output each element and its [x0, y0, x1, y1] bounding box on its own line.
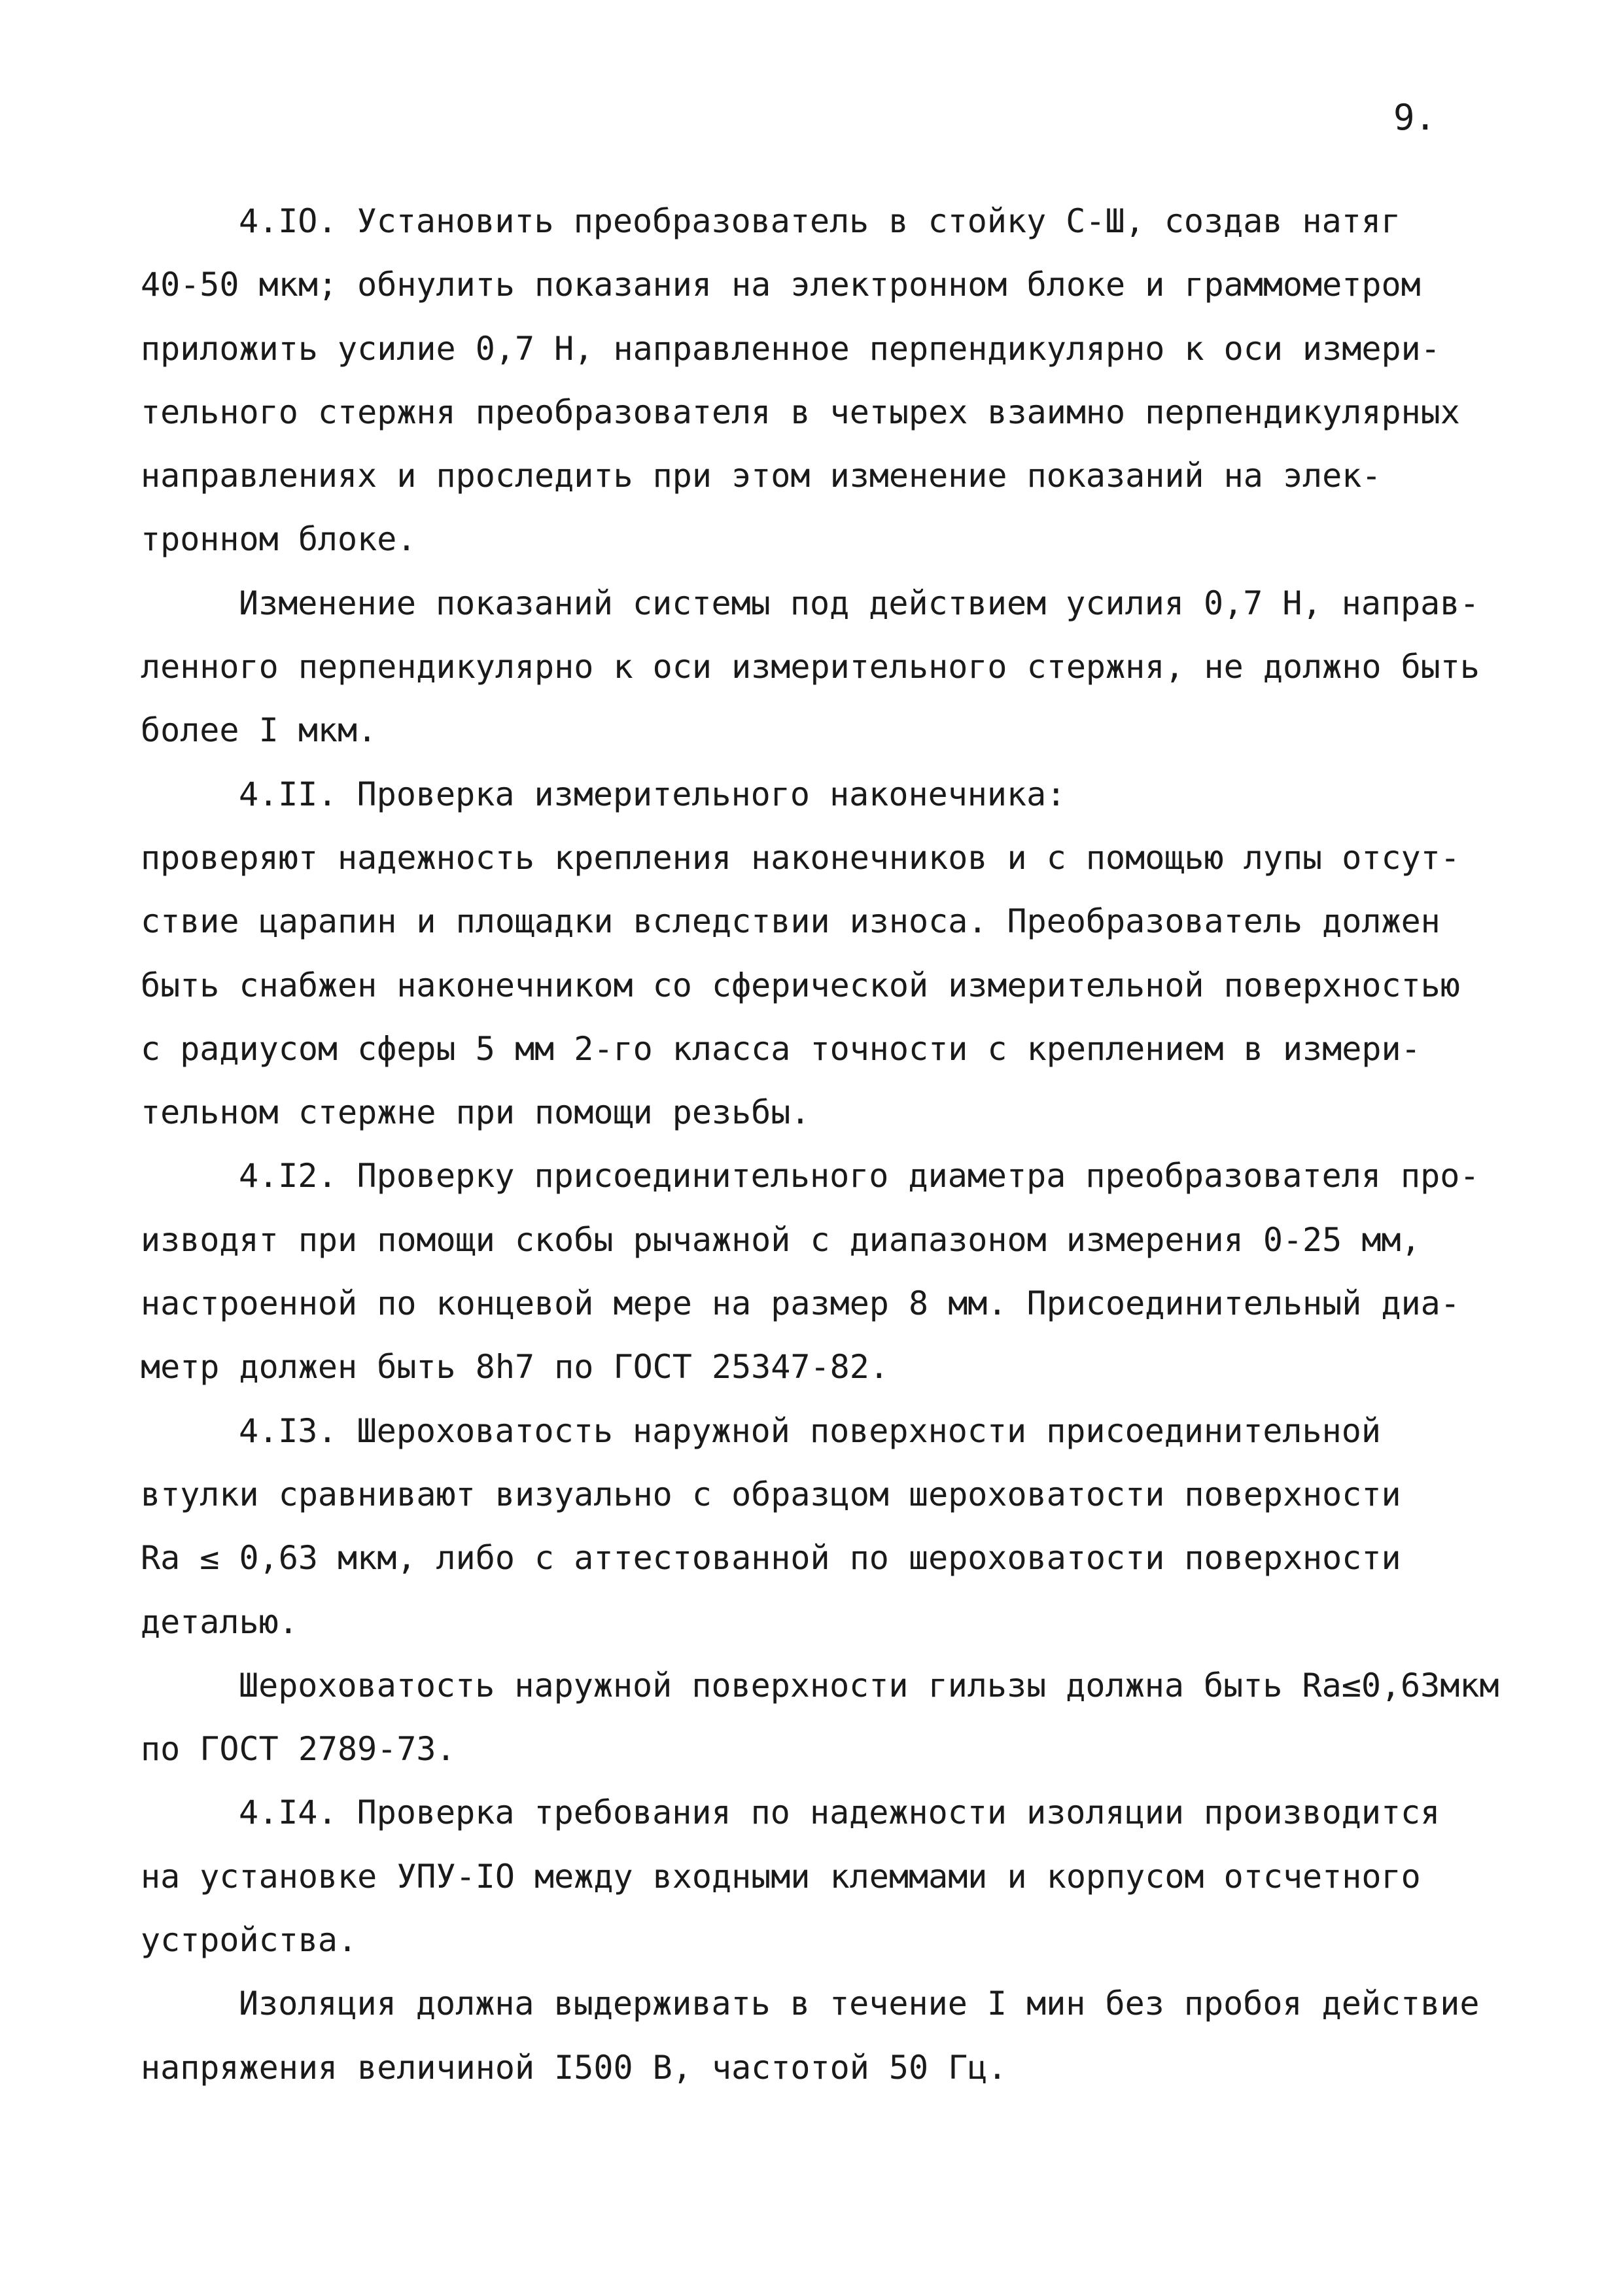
text-line: 4.I2. Проверку присоединительного диаметра преобразователя про- — [239, 1157, 1480, 1195]
text-line: метр должен быть 8h7 по ГОСТ 25347-82. — [141, 1348, 889, 1386]
text-line: 4.IO. Установить преобразователь в стойку С-Ш, создав натяг — [239, 202, 1401, 240]
text-line: ленного перпендикулярно к оси измерительного стержня, не должно быть — [141, 648, 1480, 686]
text-line: деталью. — [141, 1602, 298, 1641]
text-line: напряжения величиной I500 В, частотой 50 Гц. — [141, 2048, 1007, 2087]
text-line: тельного стержня преобразователя в четырех взаимно перпендикулярных — [141, 393, 1460, 431]
text-line: 4.I3. Шероховатость наружной поверхности присоединительной — [239, 1411, 1381, 1450]
text-line: ствие царапин и площадки вследствии износа. Преобразователь должен — [141, 902, 1440, 941]
text-line: Изменение показаний системы под действием усилия 0,7 Н, направ- — [239, 584, 1480, 622]
text-line: тельном стержне при помощи резьбы. — [141, 1093, 811, 1132]
text-line: с радиусом сферы 5 мм 2-го класса точности с креплением в измери- — [141, 1029, 1421, 1068]
text-line: 4.II. Проверка измерительного наконечника: — [239, 775, 1066, 813]
body-text — [141, 190, 1499, 2100]
text-line: направлениях и проследить при этом изменение показаний на элек- — [141, 457, 1382, 495]
text-line: быть снабжен наконечником со сферической измерительной поверхностью — [141, 966, 1460, 1004]
text-line: 4.I4. Проверка требования по надежности изоляции производится — [239, 1793, 1440, 1832]
text-line: изводят при помощи скобы рычажной с диапазоном измерения 0-25 мм, — [141, 1220, 1421, 1259]
page-number: 9. — [1393, 97, 1437, 138]
text-line: по ГОСТ 2789-73. — [141, 1730, 456, 1769]
text-line: проверяют надежность крепления наконечников и с помощью лупы отсут- — [141, 838, 1460, 877]
text-line: более I мкм. — [141, 711, 377, 750]
text-line: настроенной по концевой мере на размер 8 мм. Присоединительный диа- — [141, 1284, 1460, 1323]
text-line: на установке УПУ-IO между входными клеммами и корпусом отсчетного — [141, 1857, 1421, 1896]
text-line: устройства. — [141, 1921, 358, 1960]
text-line: втулки сравнивают визуально с образцом шероховатости поверхности — [141, 1475, 1401, 1513]
text-line: Изоляция должна выдерживать в течение I мин без пробоя действие — [239, 1985, 1480, 2023]
text-line: тронном блоке. — [141, 520, 417, 559]
text-line: Шероховатость наружной поверхности гильзы должна быть Ra≤0,63мкм — [239, 1666, 1499, 1704]
text-line: 40-50 мкм; обнулить показания на электронном блоке и граммометром — [141, 266, 1421, 304]
text-line: Ra ≤ 0,63 мкм, либо с аттестованной по шероховатости поверхности — [141, 1539, 1401, 1578]
text-line: приложить усилие 0,7 Н, направленное перпендикулярно к оси измери- — [141, 329, 1440, 368]
